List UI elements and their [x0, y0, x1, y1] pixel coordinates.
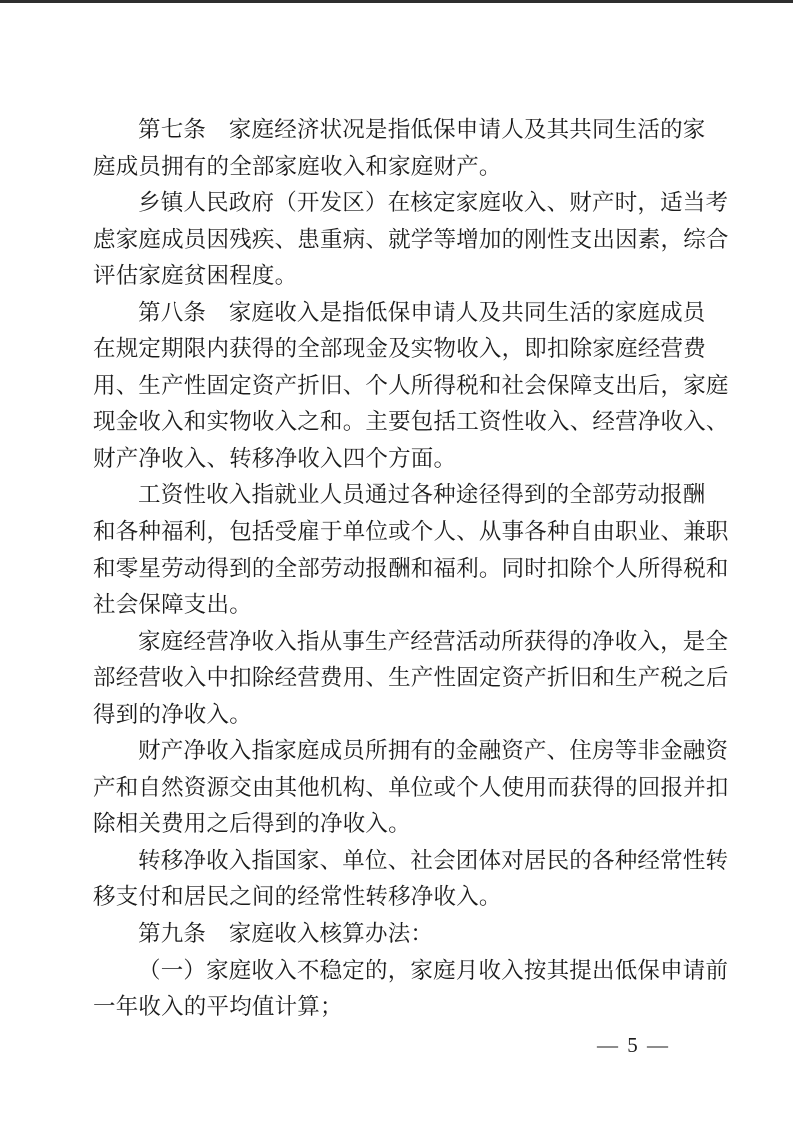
document-body — [93, 112, 729, 1026]
text-line: 产和自然资源交由其他机构、单位或个人使用而获得的回报并扣 — [93, 774, 729, 800]
text-line: 转移净收入指国家、单位、社会团体对居民的各种经常性转 — [138, 847, 729, 873]
scan-edge-artifact — [0, 0, 793, 3]
text-line: 现金收入和实物收入之和。主要包括工资性收入、经营净收入、 — [93, 409, 729, 435]
text-line: 第九条 家庭收入核算办法： — [138, 921, 434, 947]
text-line: 庭成员拥有的全部家庭收入和家庭财产。 — [93, 153, 502, 179]
text-line: 社会保障支出。 — [93, 592, 252, 618]
text-line: 乡镇人民政府（开发区）在核定家庭收入、财产时，适当考 — [138, 190, 729, 216]
text-line: （一）家庭收入不稳定的，家庭月收入按其提出低保申请前 — [138, 957, 729, 983]
page-number: — 5 — — [597, 1033, 670, 1057]
text-line: 用、生产性固定资产折旧、个人所得税和社会保障支出后，家庭 — [93, 372, 729, 398]
text-line: 一年收入的平均值计算； — [93, 994, 343, 1020]
text-line: 第七条 家庭经济状况是指低保申请人及其共同生活的家 — [138, 117, 706, 142]
text-line: 部经营收入中扣除经营费用、生产性固定资产折旧和生产税之后 — [93, 665, 729, 691]
text-line: 移支付和居民之间的经常性转移净收入。 — [93, 884, 502, 910]
text-line: 虑家庭成员因残疾、患重病、就学等增加的刚性支出因素，综合 — [93, 226, 729, 252]
text-line: 财产净收入指家庭成员所拥有的金融资产、住房等非金融资 — [138, 738, 729, 764]
text-line: 在规定期限内获得的全部现金及实物收入，即扣除家庭经营费 — [93, 336, 706, 362]
text-line: 除相关费用之后得到的净收入。 — [93, 811, 411, 837]
text-line: 财产净收入、转移净收入四个方面。 — [93, 445, 457, 471]
text-line: 家庭经营净收入指从事生产经营活动所获得的净收入，是全 — [138, 628, 729, 654]
text-line: 工资性收入指就业人员通过各种途径得到的全部劳动报酬 — [138, 482, 706, 508]
text-line: 得到的净收入。 — [93, 701, 252, 727]
text-line: 和零星劳动得到的全部劳动报酬和福利。同时扣除个人所得税和 — [93, 555, 729, 581]
text-line: 评估家庭贫困程度。 — [93, 263, 298, 289]
text-line: 和各种福利，包括受雇于单位或个人、从事各种自由职业、兼职 — [93, 519, 729, 545]
text-line: 第八条 家庭收入是指低保申请人及共同生活的家庭成员 — [138, 299, 706, 325]
